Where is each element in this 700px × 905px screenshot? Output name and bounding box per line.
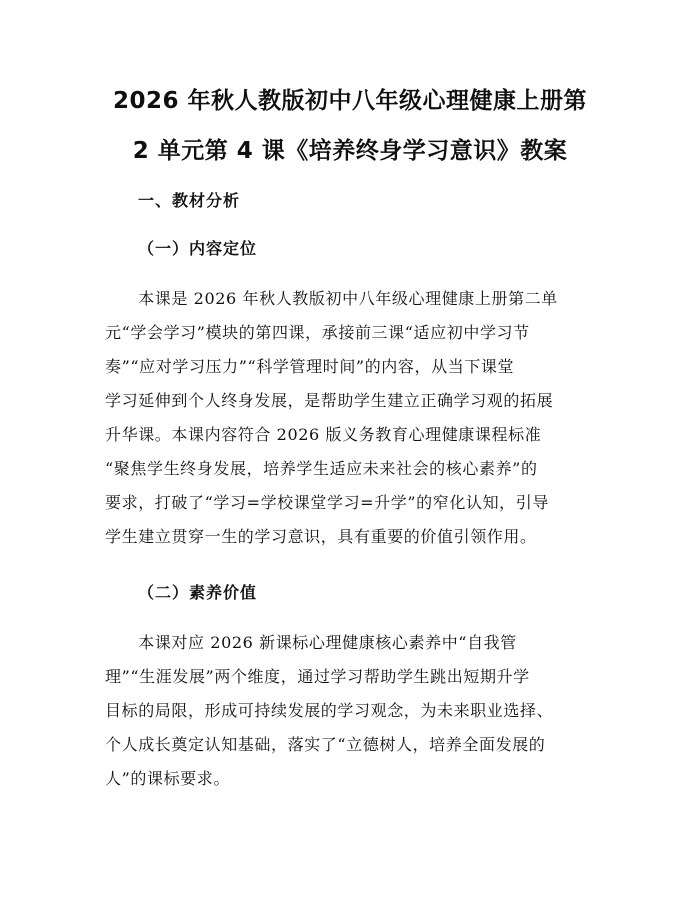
paragraph-line: 升华课。本课内容符合 2026 版义务教育心理健康课程标准 <box>105 425 542 444</box>
paragraph-line: 学生建立贯穿一生的学习意识，具有重要的价值引领作用。 <box>105 527 537 546</box>
paragraph-content-positioning <box>105 282 600 554</box>
paragraph-line: 理”“生涯发展”两个维度，通过学习帮助学生跳出短期升学 <box>105 667 530 686</box>
document-title-line-1: 2026 年秋人教版初中八年级心理健康上册第 <box>112 88 588 114</box>
paragraph-literacy-value <box>105 626 600 796</box>
paragraph-line: 元“学会学习”模块的第四课，承接前三课“适应初中学习节 <box>105 323 530 342</box>
paragraph-line: 要求，打破了“学习=学校课堂学习=升学”的窄化认知，引导 <box>105 493 549 512</box>
paragraph-line: 本课对应 2026 新课标心理健康核心素养中“自我管 <box>105 633 517 652</box>
paragraph-line: 学习延伸到个人终身发展，是帮助学生建立正确学习观的拓展 <box>105 391 554 410</box>
paragraph-line: 个人成长奠定认知基础，落实了“立德树人，培养全面发展的 <box>105 735 546 754</box>
subsection-heading-content-positioning: （一）内容定位 <box>138 239 258 258</box>
document-title-line-2: 2 单元第 4 课《培养终身学习意识》教案 <box>132 138 568 164</box>
paragraph-line: 奏”“应对学习压力”“科学管理时间”的内容，从当下课堂 <box>105 357 515 376</box>
section-heading-textbook-analysis: 一、教材分析 <box>138 191 241 210</box>
paragraph-line: 目标的局限，形成可持续发展的学习观念，为未来职业选择、 <box>105 701 554 720</box>
paragraph-line: 人”的课标要求。 <box>105 769 230 788</box>
paragraph-line: 本课是 2026 年秋人教版初中八年级心理健康上册第二单 <box>105 289 558 308</box>
subsection-heading-literacy-value: （二）素养价值 <box>138 583 258 602</box>
paragraph-line: “聚焦学生终身发展，培养学生适应未来社会的核心素养”的 <box>105 459 538 478</box>
